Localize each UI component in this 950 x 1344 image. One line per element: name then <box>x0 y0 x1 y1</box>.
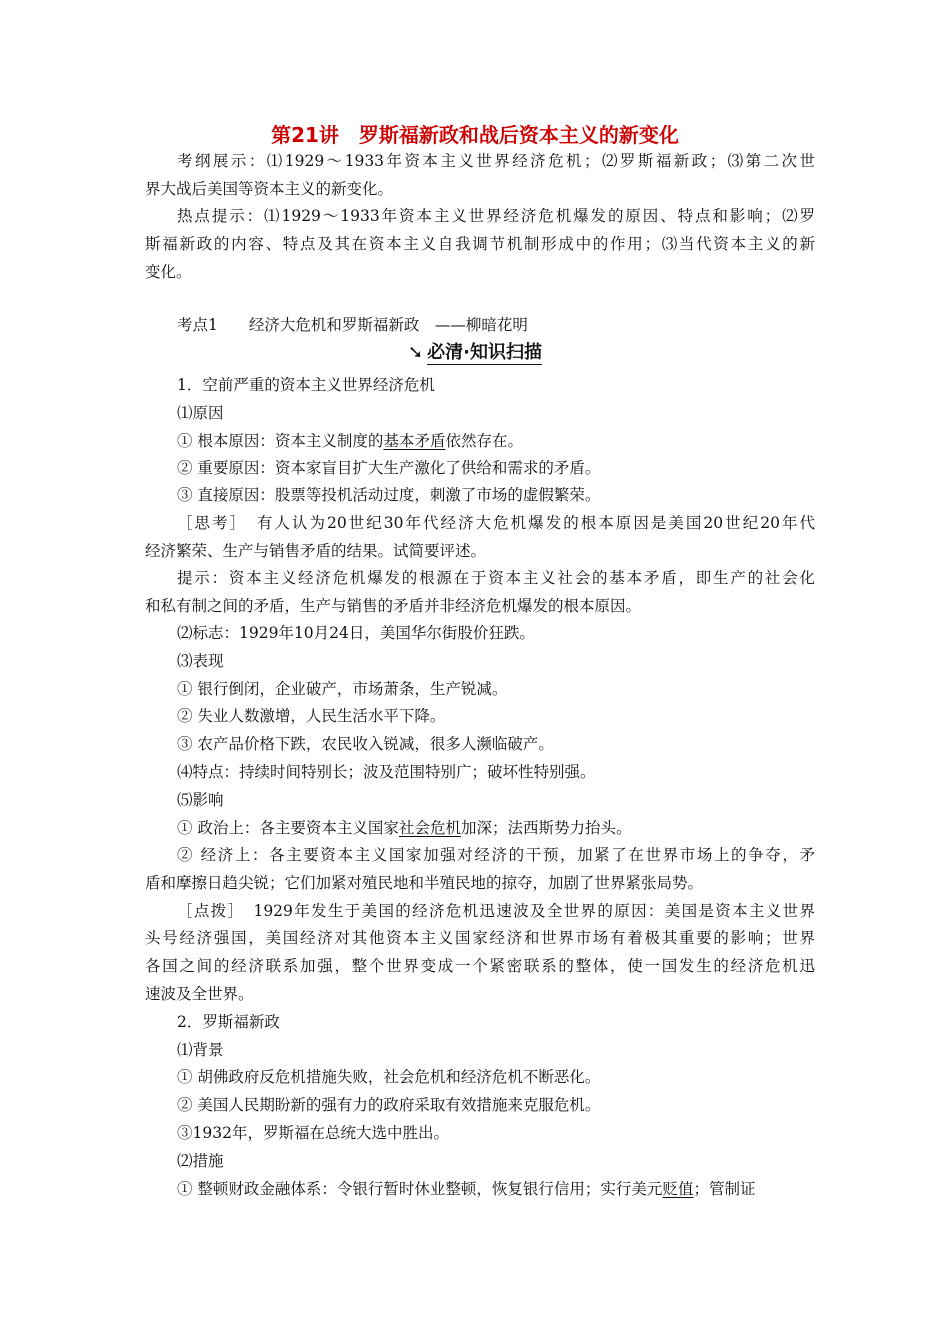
cause-heading: ⑴原因 <box>177 404 224 422</box>
tip-line-1: ［点拨］ 1929年发生于美国的经济危机迅速波及全世界的原因：美国是资本主义世界 <box>177 902 815 920</box>
measures-heading: ⑵措施 <box>177 1152 224 1170</box>
impact-heading: ⑸影响 <box>177 791 224 809</box>
section-2-title: 2．罗斯福新政 <box>177 1013 280 1031</box>
hint-line-2: 和私有制之间的矛盾，生产与销售的矛盾并非经济危机爆发的根本原因。 <box>145 597 642 615</box>
impact-political: ① 政治上：各主要资本主义国家社会危机加深；法西斯势力抬头。 <box>177 819 632 837</box>
impact-economic-line-1: ② 经济上：各主要资本主义国家加强对经济的干预，加紧了在世界市场上的争夺，矛 <box>177 846 815 864</box>
tip-line-2: 头号经济强国，美国经济对其他资本主义国家经济和世界市场有着极其重要的影响；世界 <box>145 929 815 947</box>
section-1-title: 1．空前严重的资本主义世界经济危机 <box>177 376 435 394</box>
hint-line-1: 提示：资本主义经济危机爆发的根源在于资本主义社会的基本矛盾，即生产的社会化 <box>177 569 815 587</box>
tip-line-4: 速波及全世界。 <box>145 985 254 1003</box>
background-1: ① 胡佛政府反危机措施失败，社会危机和经济危机不断恶化。 <box>177 1068 601 1086</box>
hotspots-line-1: 热点提示：⑴1929～1933年资本主义世界经济危机爆发的原因、特点和影响；⑵罗 <box>177 207 815 225</box>
tip-line-3: 各国之间的经济联系加强，整个世界变成一个紧密联系的整体，使一国发生的经济危机迅 <box>145 957 815 975</box>
banner-text: 必清·知识扫描 <box>427 342 542 363</box>
page-title: 第21讲 罗斯福新政和战后资本主义的新变化 <box>271 123 679 147</box>
measures-1: ① 整顿财政金融体系：令银行暂时休业整顿，恢复银行信用；实行美元贬值；管制证 <box>177 1180 756 1198</box>
performance-heading: ⑶表现 <box>177 652 224 670</box>
syllabus-line-2: 界大战后美国等资本主义的新变化。 <box>145 180 394 198</box>
background-3: ③1932年，罗斯福在总统大选中胜出。 <box>177 1124 449 1142</box>
arrow-down-right-icon: ➘ <box>408 342 424 363</box>
hotspots-line-2: 斯福新政的内容、特点及其在资本主义自我调节机制形成中的作用；⑶当代资本主义的新 <box>145 235 815 253</box>
performance-1: ① 银行倒闭，企业破产，市场萧条，生产锐减。 <box>177 680 508 698</box>
impact-economic-line-2: 盾和摩擦日趋尖锐；它们加紧对殖民地和半殖民地的掠夺，加剧了世界紧张局势。 <box>145 874 704 892</box>
cause-direct: ③ 直接原因：股票等投机活动过度，刺激了市场的虚假繁荣。 <box>177 486 601 504</box>
hotspots-line-3: 变化。 <box>145 263 192 281</box>
background-2: ② 美国人民期盼新的强有力的政府采取有效措施来克服危机。 <box>177 1096 601 1114</box>
mark-item: ⑵标志：1929年10月24日，美国华尔街股价狂跌。 <box>177 624 535 642</box>
features-item: ⑷特点：持续时间特别长；波及范围特别广；破坏性特别强。 <box>177 763 596 781</box>
cause-root: ① 根本原因：资本主义制度的基本矛盾依然存在。 <box>177 432 523 450</box>
think-line-2: 经济繁荣、生产与销售矛盾的结果。试简要评述。 <box>145 542 487 560</box>
performance-3: ③ 农产品价格下跌，农民收入锐减，很多人濒临破产。 <box>177 735 554 753</box>
background-heading: ⑴背景 <box>177 1041 224 1059</box>
performance-2: ② 失业人数激增，人民生活水平下降。 <box>177 707 446 725</box>
knowledge-scan-banner <box>0 340 950 366</box>
syllabus-line-1: 考纲展示：⑴1929～1933年资本主义世界经济危机；⑵罗斯福新政；⑶第二次世 <box>177 152 815 170</box>
cause-important: ② 重要原因：资本家盲目扩大生产激化了供给和需求的矛盾。 <box>177 459 601 477</box>
think-line-1: ［思考］ 有人认为20世纪30年代经济大危机爆发的根本原因是美国20世纪20年代 <box>177 514 815 532</box>
section-heading: 考点1 经济大危机和罗斯福新政 ——柳暗花明 <box>177 316 528 334</box>
